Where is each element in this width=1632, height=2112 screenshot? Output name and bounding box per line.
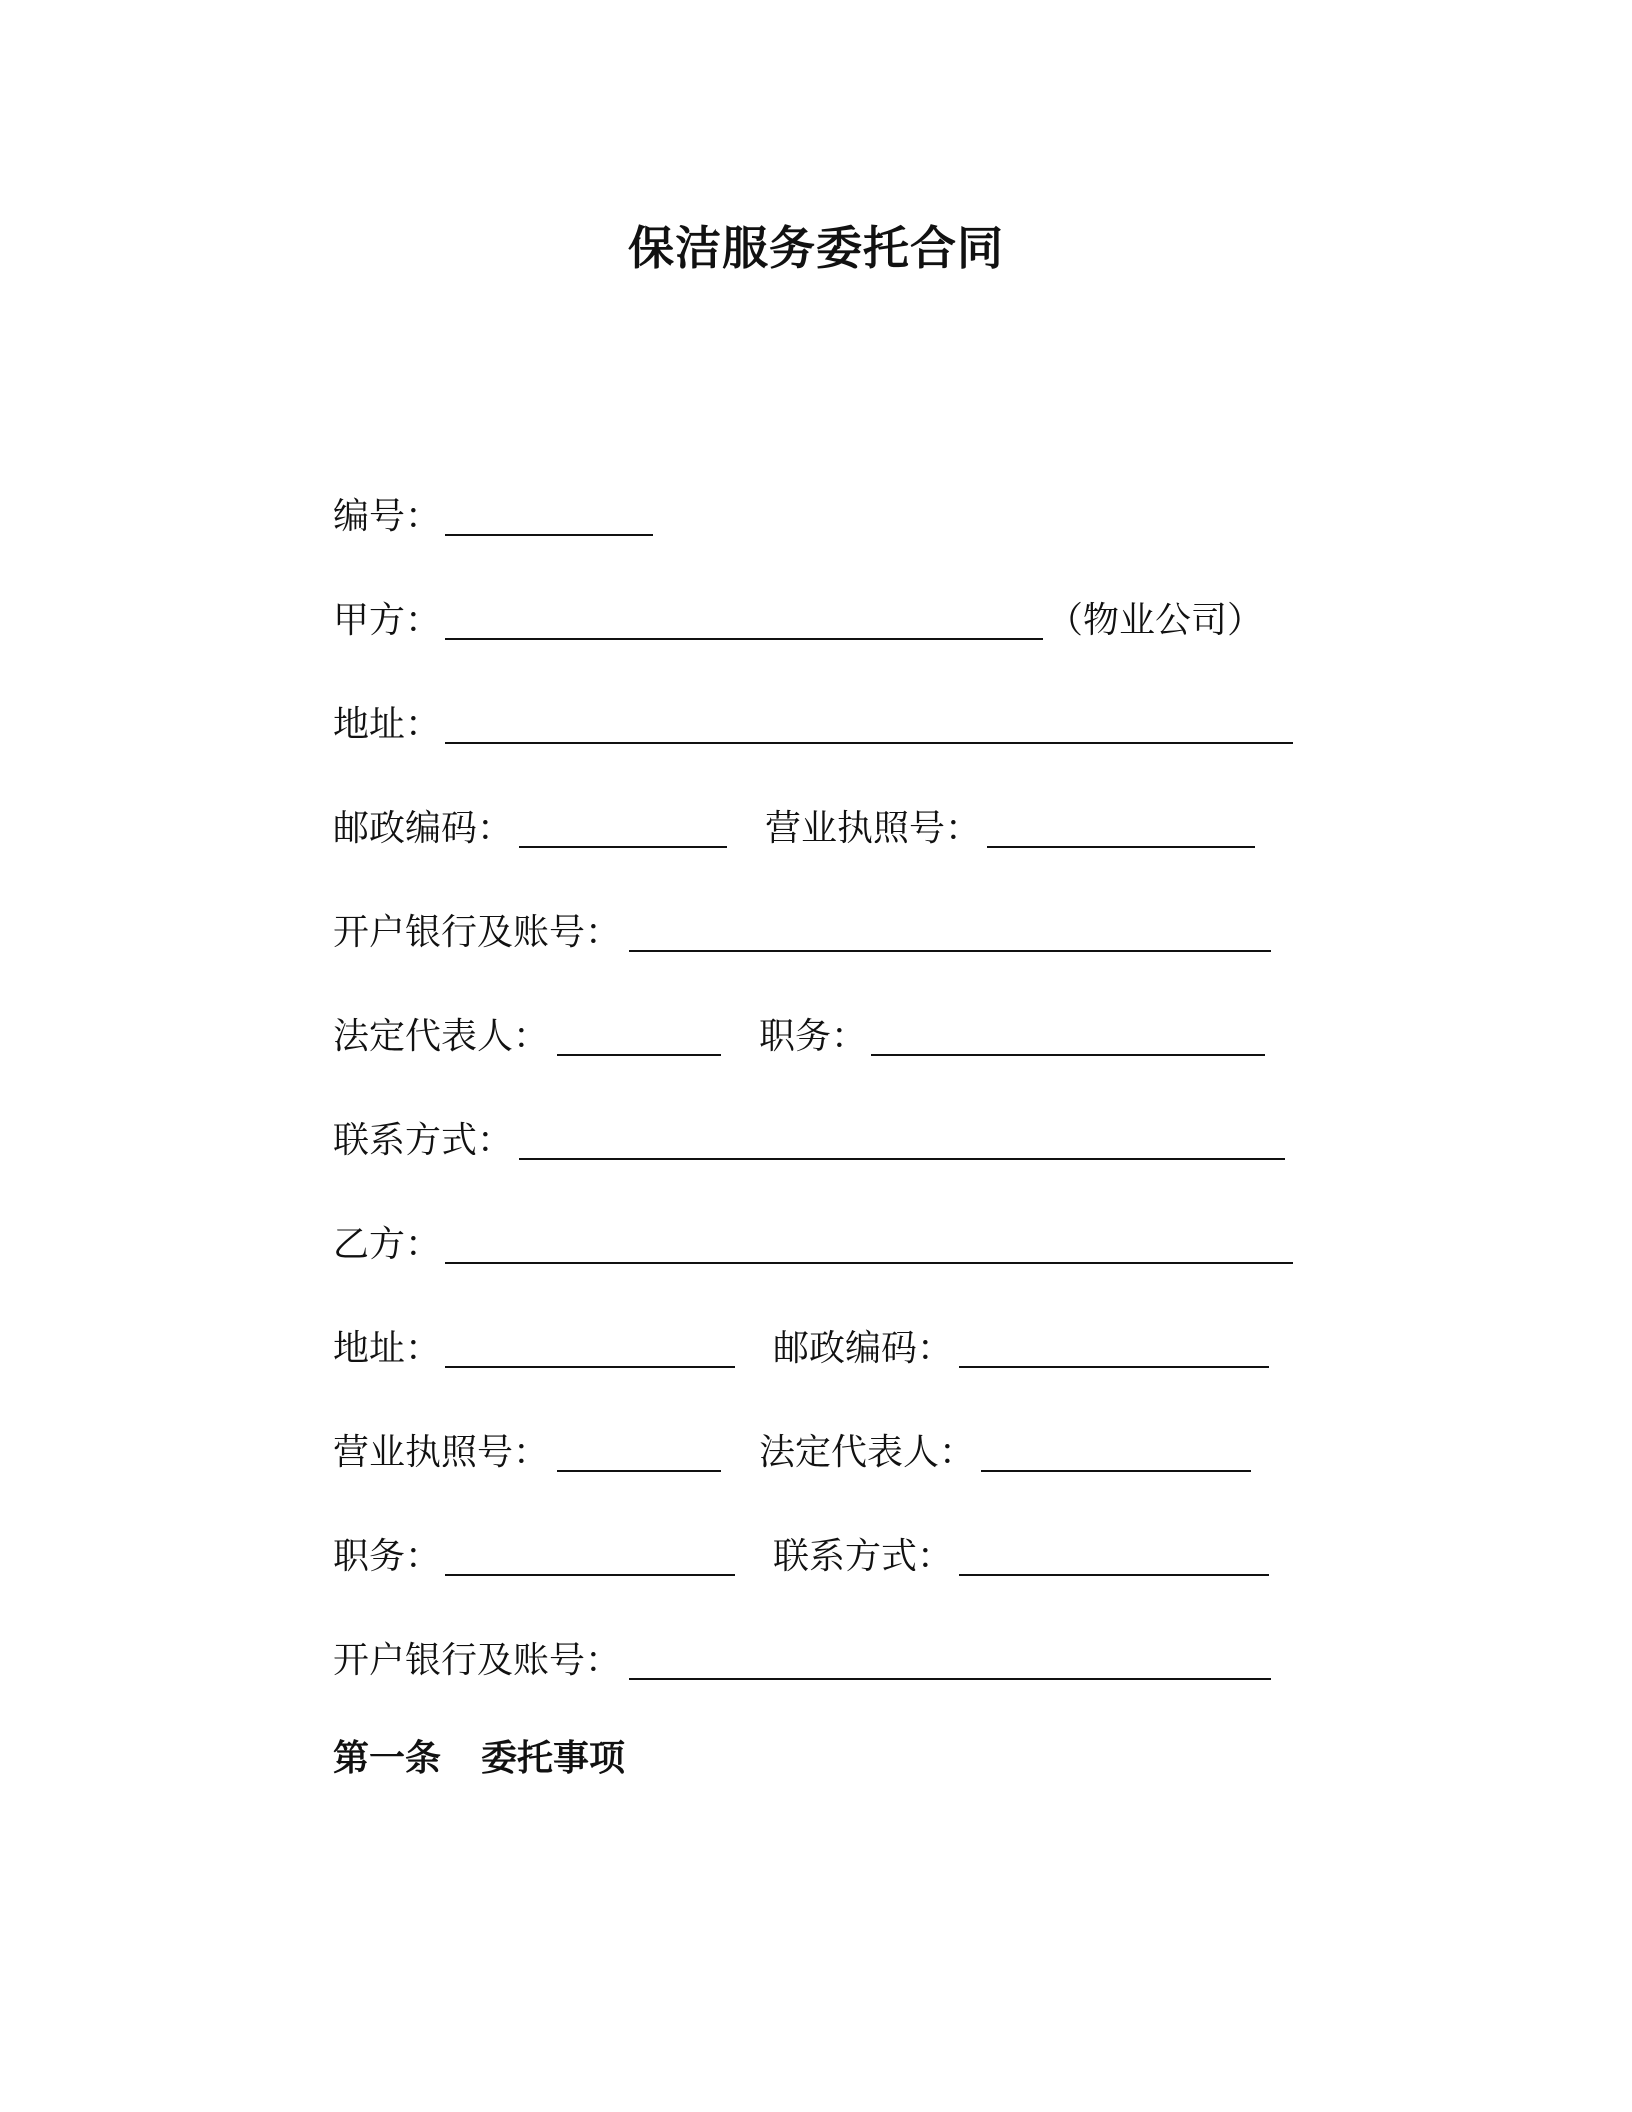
party-a-label: 甲方：: [333, 600, 442, 641]
party-a-blank[interactable]: [445, 590, 1043, 640]
a-address-blank[interactable]: [445, 694, 1293, 744]
a-contact-label: 联系方式：: [333, 1120, 514, 1161]
number-blank[interactable]: [445, 486, 653, 536]
b-postcode-label: 邮政编码：: [773, 1328, 954, 1369]
a-position-label: 职务：: [759, 1016, 868, 1057]
a-bank-label: 开户银行及账号：: [333, 912, 622, 953]
b-position-blank[interactable]: [445, 1526, 735, 1576]
b-license-label: 营业执照号：: [333, 1432, 550, 1473]
b-contact-blank[interactable]: [959, 1526, 1269, 1576]
b-license-blank[interactable]: [557, 1422, 721, 1472]
b-contact-label: 联系方式：: [773, 1536, 954, 1577]
b-bank-label: 开户银行及账号：: [333, 1640, 622, 1681]
section-1-number: 第一条: [333, 1738, 442, 1779]
b-address-label: 地址：: [333, 1328, 442, 1369]
a-address-label: 地址：: [333, 704, 442, 745]
a-legal-rep-label: 法定代表人：: [333, 1016, 550, 1057]
a-postcode-blank[interactable]: [519, 798, 727, 848]
party-b-blank[interactable]: [445, 1214, 1293, 1264]
b-postcode-blank[interactable]: [959, 1318, 1269, 1368]
a-contact-blank[interactable]: [519, 1110, 1285, 1160]
b-position-label: 职务：: [333, 1536, 442, 1577]
a-license-label: 营业执照号：: [765, 808, 982, 849]
party-a-suffix: （物业公司）: [1047, 600, 1264, 641]
a-position-blank[interactable]: [871, 1006, 1265, 1056]
b-legal-rep-blank[interactable]: [981, 1422, 1251, 1472]
section-1-title: 委托事项: [481, 1738, 626, 1779]
a-license-blank[interactable]: [987, 798, 1255, 848]
party-b-label: 乙方：: [333, 1224, 442, 1265]
b-address-blank[interactable]: [445, 1318, 735, 1368]
a-postcode-label: 邮政编码：: [333, 808, 514, 849]
b-legal-rep-label: 法定代表人：: [759, 1432, 976, 1473]
a-bank-blank[interactable]: [629, 902, 1271, 952]
a-legal-rep-blank[interactable]: [557, 1006, 721, 1056]
document-title: 保洁服务委托合同: [628, 221, 1004, 275]
number-label: 编号：: [333, 496, 442, 537]
b-bank-blank[interactable]: [629, 1630, 1271, 1680]
